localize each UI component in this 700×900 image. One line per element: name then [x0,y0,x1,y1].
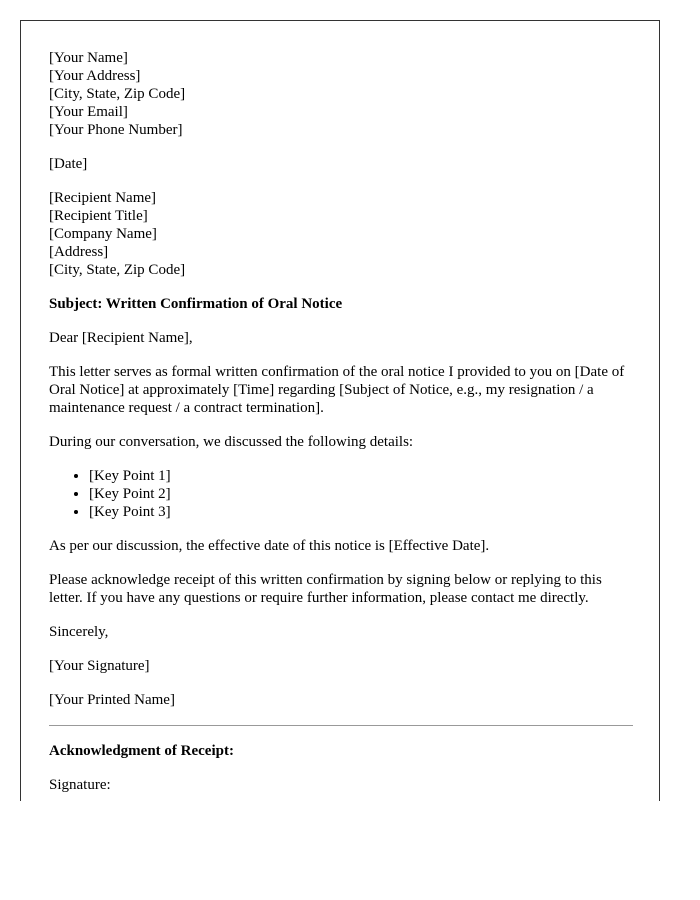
acknowledge-request-paragraph: Please acknowledge receipt of this written confirmation by signing below or replying to this letter. If you have any questions or require further information, please contact me directly. [49,572,602,606]
list-item: • [Key Point 2] [89,485,633,503]
intro-paragraph: This letter serves as formal written confirmation of the oral notice I provided to you on [Date of Oral Notice] at approximately [Time] regarding [Subject of Notice, e.g., my resignation / a maintenance request / a contract termination]. [49,364,625,416]
sender-city-state-zip: [City, State, Zip Code] [49,86,186,102]
recipient-block [49,189,633,279]
subject-line: Subject: Written Confirmation of Oral Notice [49,296,343,312]
recipient-city-state-zip: [City, State, Zip Code] [49,262,186,278]
date-block [49,155,633,173]
sender-phone: [Your Phone Number] [49,122,183,138]
recipient-name: [Recipient Name] [49,190,157,206]
letter-content [49,49,633,801]
recipient-company: [Company Name] [49,226,157,242]
sender-name: [Your Name] [49,50,128,66]
sender-email: [Your Email] [49,104,128,120]
details-intro: During our conversation, we discussed the following details: [49,434,414,450]
list-item: • [Key Point 3] [89,503,633,521]
acknowledgment-signature-label: Signature: [49,777,111,793]
letter-date: [Date] [49,156,88,172]
signature-placeholder: [Your Signature] [49,658,150,674]
recipient-title: [Recipient Title] [49,208,148,224]
sender-block [49,49,633,139]
printed-name: [Your Printed Name] [49,692,175,708]
letter-page [20,20,660,801]
sender-address: [Your Address] [49,68,141,84]
key-points-list [49,467,633,521]
acknowledgment-title: Acknowledgment of Receipt: [49,743,234,759]
salutation: Dear [Recipient Name], [49,330,193,346]
section-divider [49,725,633,726]
list-item: • [Key Point 1] [89,467,633,485]
closing: Sincerely, [49,624,109,640]
effective-date-paragraph: As per our discussion, the effective date of this notice is [Effective Date]. [49,538,490,554]
recipient-address: [Address] [49,244,109,260]
